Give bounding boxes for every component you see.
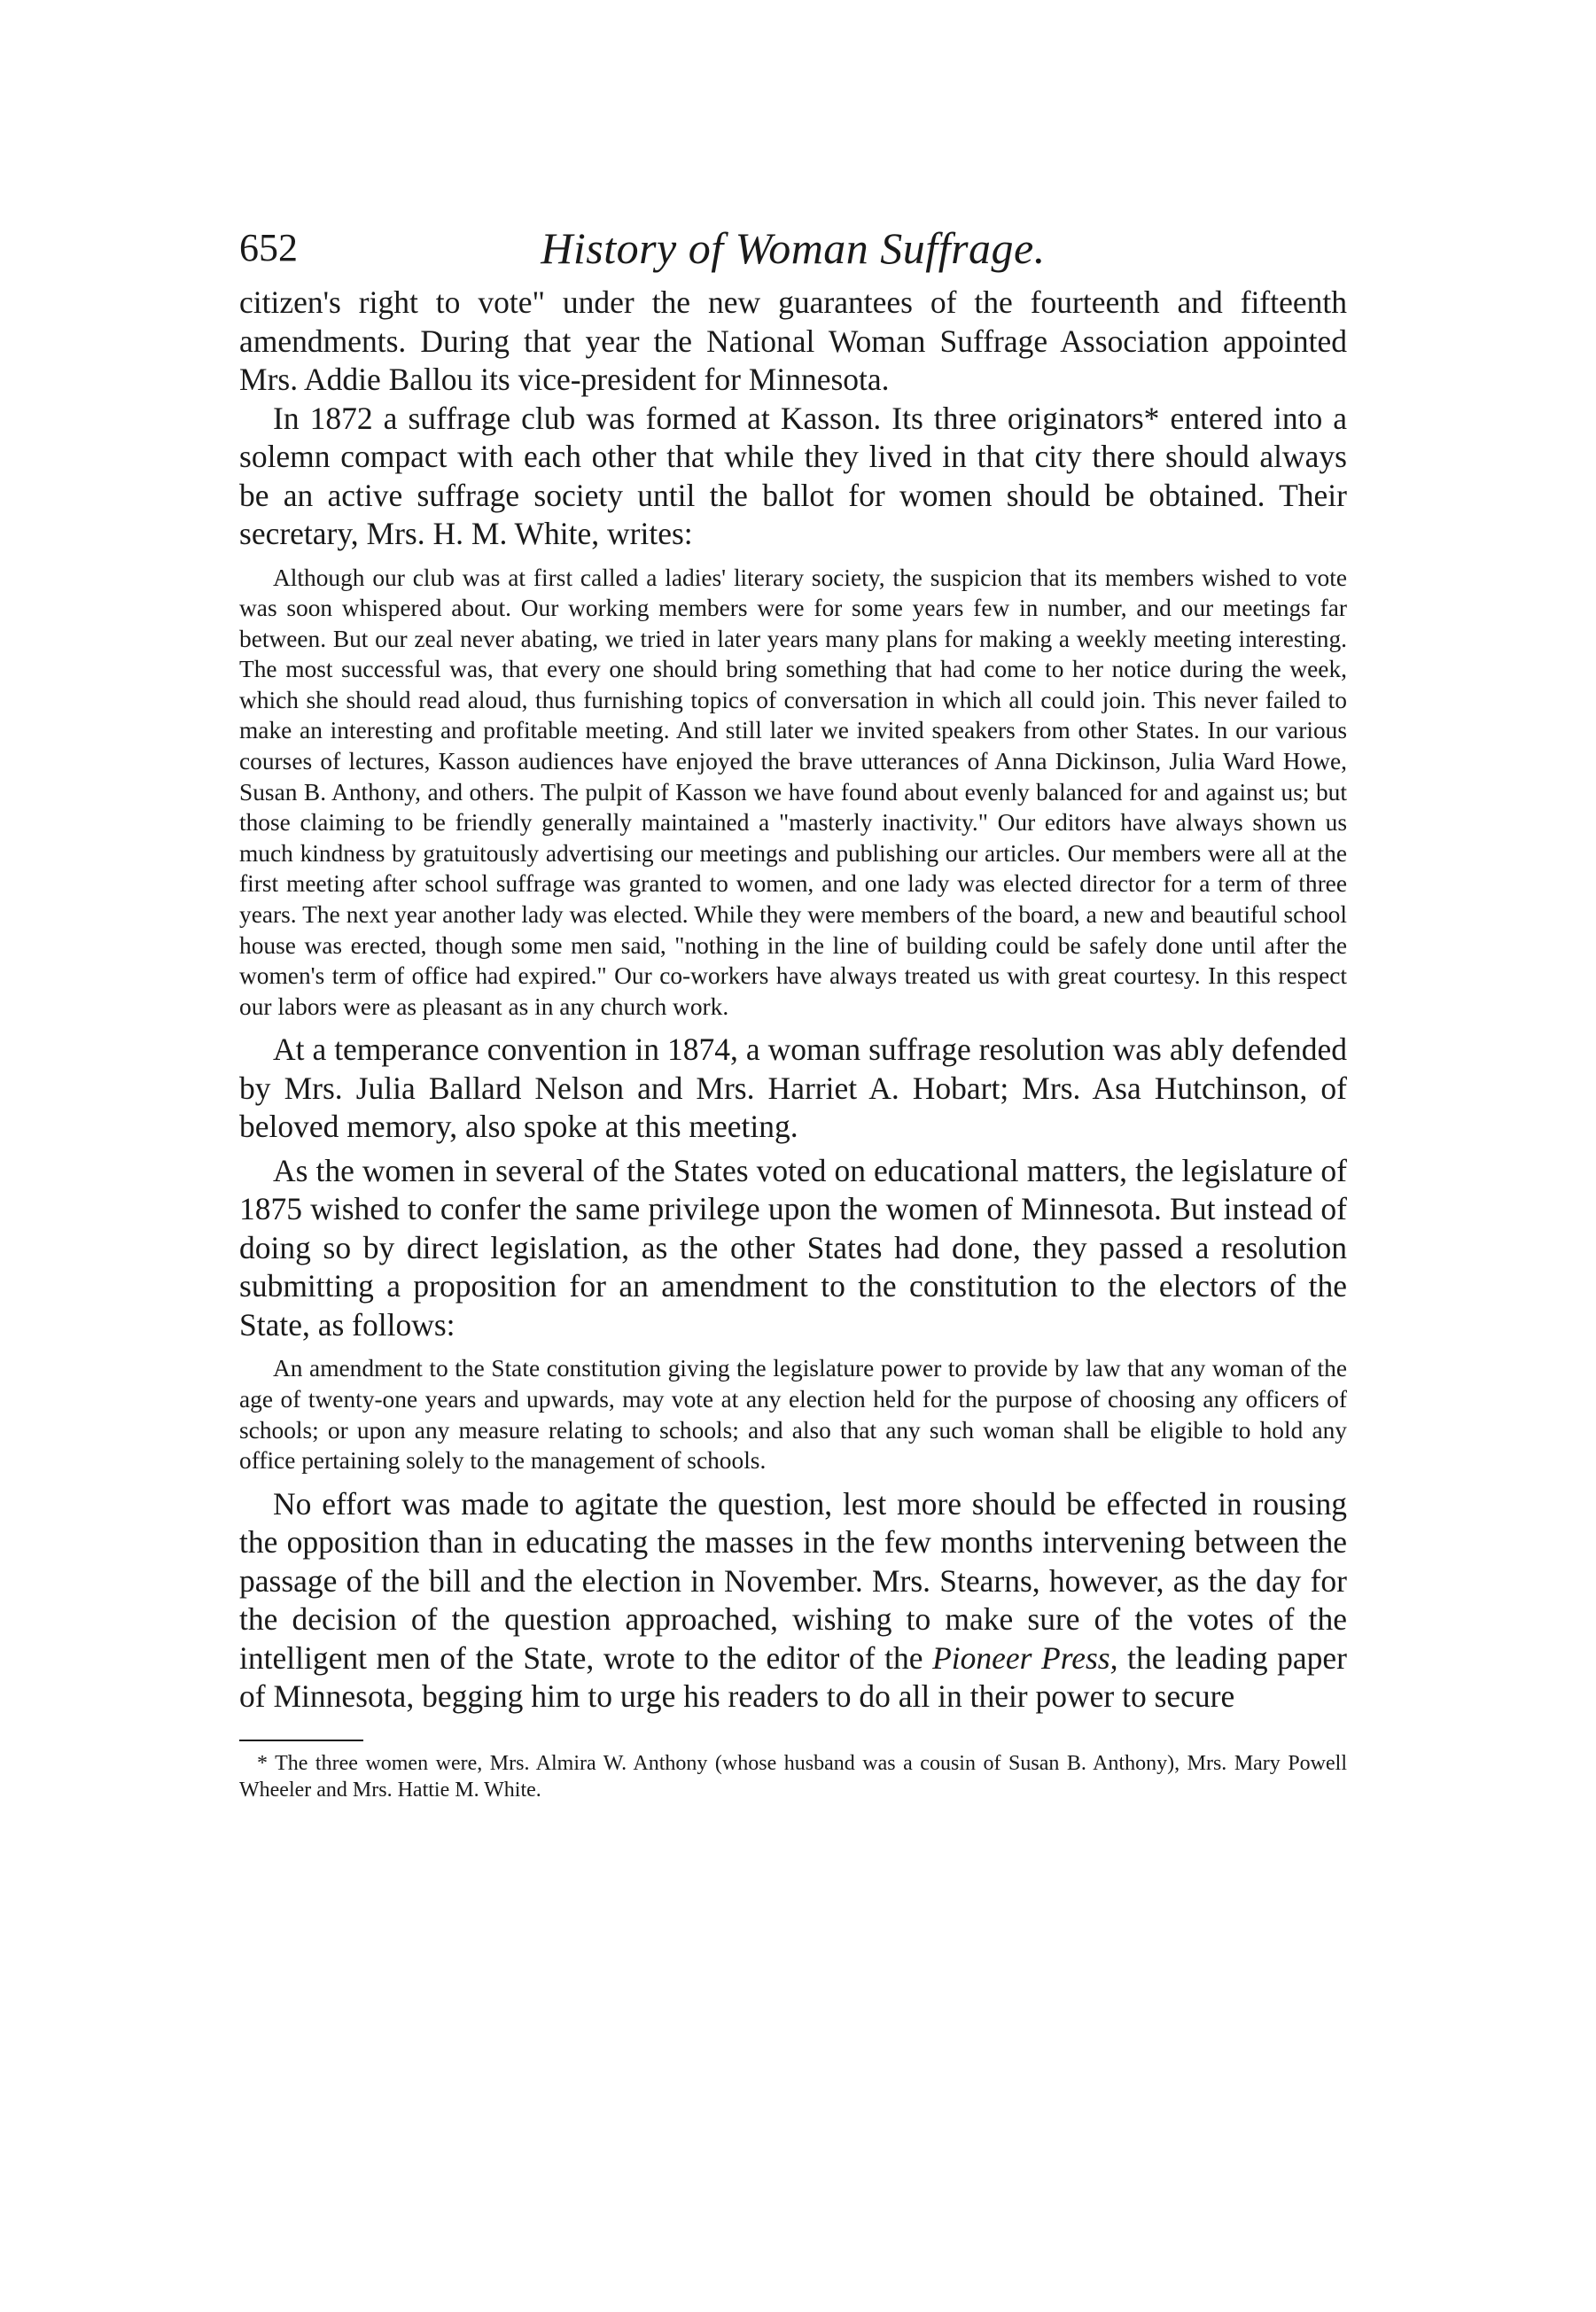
page-number: 652 [239,226,298,269]
paragraph-legislature-1875: As the women in several of the States voted on educational matters, the legislature of 1875 wished to confer the same privilege upon the women of Minnesota. But instead of doing so by direct legislation, as the other States had done, they passed a resolution submitting a proposition for an amendment to the constitution to the electors of the State, as follows: [239,1152,1347,1343]
paragraph-kasson-club: In 1872 a suffrage club was formed at Kasson. Its three originators* entered into a solemn compact with each other that while they lived in that city there should always be an active suffrage society until the ballot for women should be obtained. Their secretary, Mrs. H. M. White, writes: [239,400,1347,551]
book-page [239,222,1347,1803]
block-quote-amendment: An amendment to the State constitution giving the legislature power to provide by law that any woman of the age of twenty-one years and upwards, may vote at any election held for the purpose of choosing any officers of schools; or upon any measure relating to schools; and also that any such woman shall be eligible to hold any office pertaining solely to the management of schools. [239,1355,1347,1475]
paragraph-no-effort [239,1485,1347,1716]
footnote: * The three women were, Mrs. Almira W. Anthony (whose husband was a cousin of Susan B. Anthony), Mrs. Mary Powell Wheeler and Mrs. Hattie M. White. [239,1751,1347,1802]
paragraph-temperance-convention: At a temperance convention in 1874, a woman suffrage resolution was ably defended by Mrs. Julia Ballard Nelson and Mrs. Harriet A. Hobart; Mrs. Asa Hutchinson, of beloved memory, also spoke at this meeting. [239,1031,1347,1145]
paragraph-continuation: citizen's right to vote" under the new guarantees of the fourteenth and fifteenth amendments. During that year the National Woman Suffrage Association appointed Mrs. Addie Ballou its vice-president for Minnesota. [239,284,1347,397]
block-quote-white-letter: Although our club was at first called a ladies' literary society, the suspicion that its members wished to vote was soon whispered about. Our working members were for some years few in number, and our meetings far between. But our zeal never abating, we tried in later years many plans for making a weekly meeting interesting. The most successful was, that every one should bring something that had come to her notice during the week, which she should read aloud, thus furnishing topics of conversation in which all could join. This never failed to make an interesting and profitable meeting. And still later we invited speakers from other States. In our various courses of lectures, Kasson audiences have enjoyed the brave utterances of Anna Dickinson, Julia Ward Howe, Susan B. Anthony, and others. The pulpit of Kasson we have found about evenly balanced for and against us; but those claiming to be friendly generally maintained a "masterly inactivity." Our editors have always shown us much kindness by gratuitously advertising our meetings and publishing our articles. Our members were all at the first meeting after school suffrage was granted to women, and one lady was elected director for a term of three years. The next year another lady was elected. While they were members of the board, a new and beautiful school house was erected, though some men said, "nothing in the line of building could be safely done until after the women's term of office had expired." Our co-workers have always treated us with great courtesy. In this respect our labors were as pleasant as in any church work. [239,564,1347,1020]
paragraph-text-part-2: the leading paper of Minnesota, begging him to urge his readers to do all in their power to secure [239,1639,1348,1715]
main-text [239,284,1347,554]
main-text-final [239,1485,1347,1716]
footnote-divider [239,1740,363,1741]
main-text-continued [239,1031,1347,1344]
newspaper-title: Pioneer Press, [932,1639,1118,1676]
paragraph-text-part-1: No effort was made to agitate the question, lest more should be effected in rousing the opposition than in educating the masses in the few months intervening between the passage of the bill and the election in November. Mrs. Stearns, however, as the day for the decision of the question approached, wishing to make sure of the votes of the intelligent men of the State, wrote to the editor of the [239,1485,1347,1676]
running-title: History of Woman Suffrage. [541,223,1046,273]
page-header [239,222,1347,284]
